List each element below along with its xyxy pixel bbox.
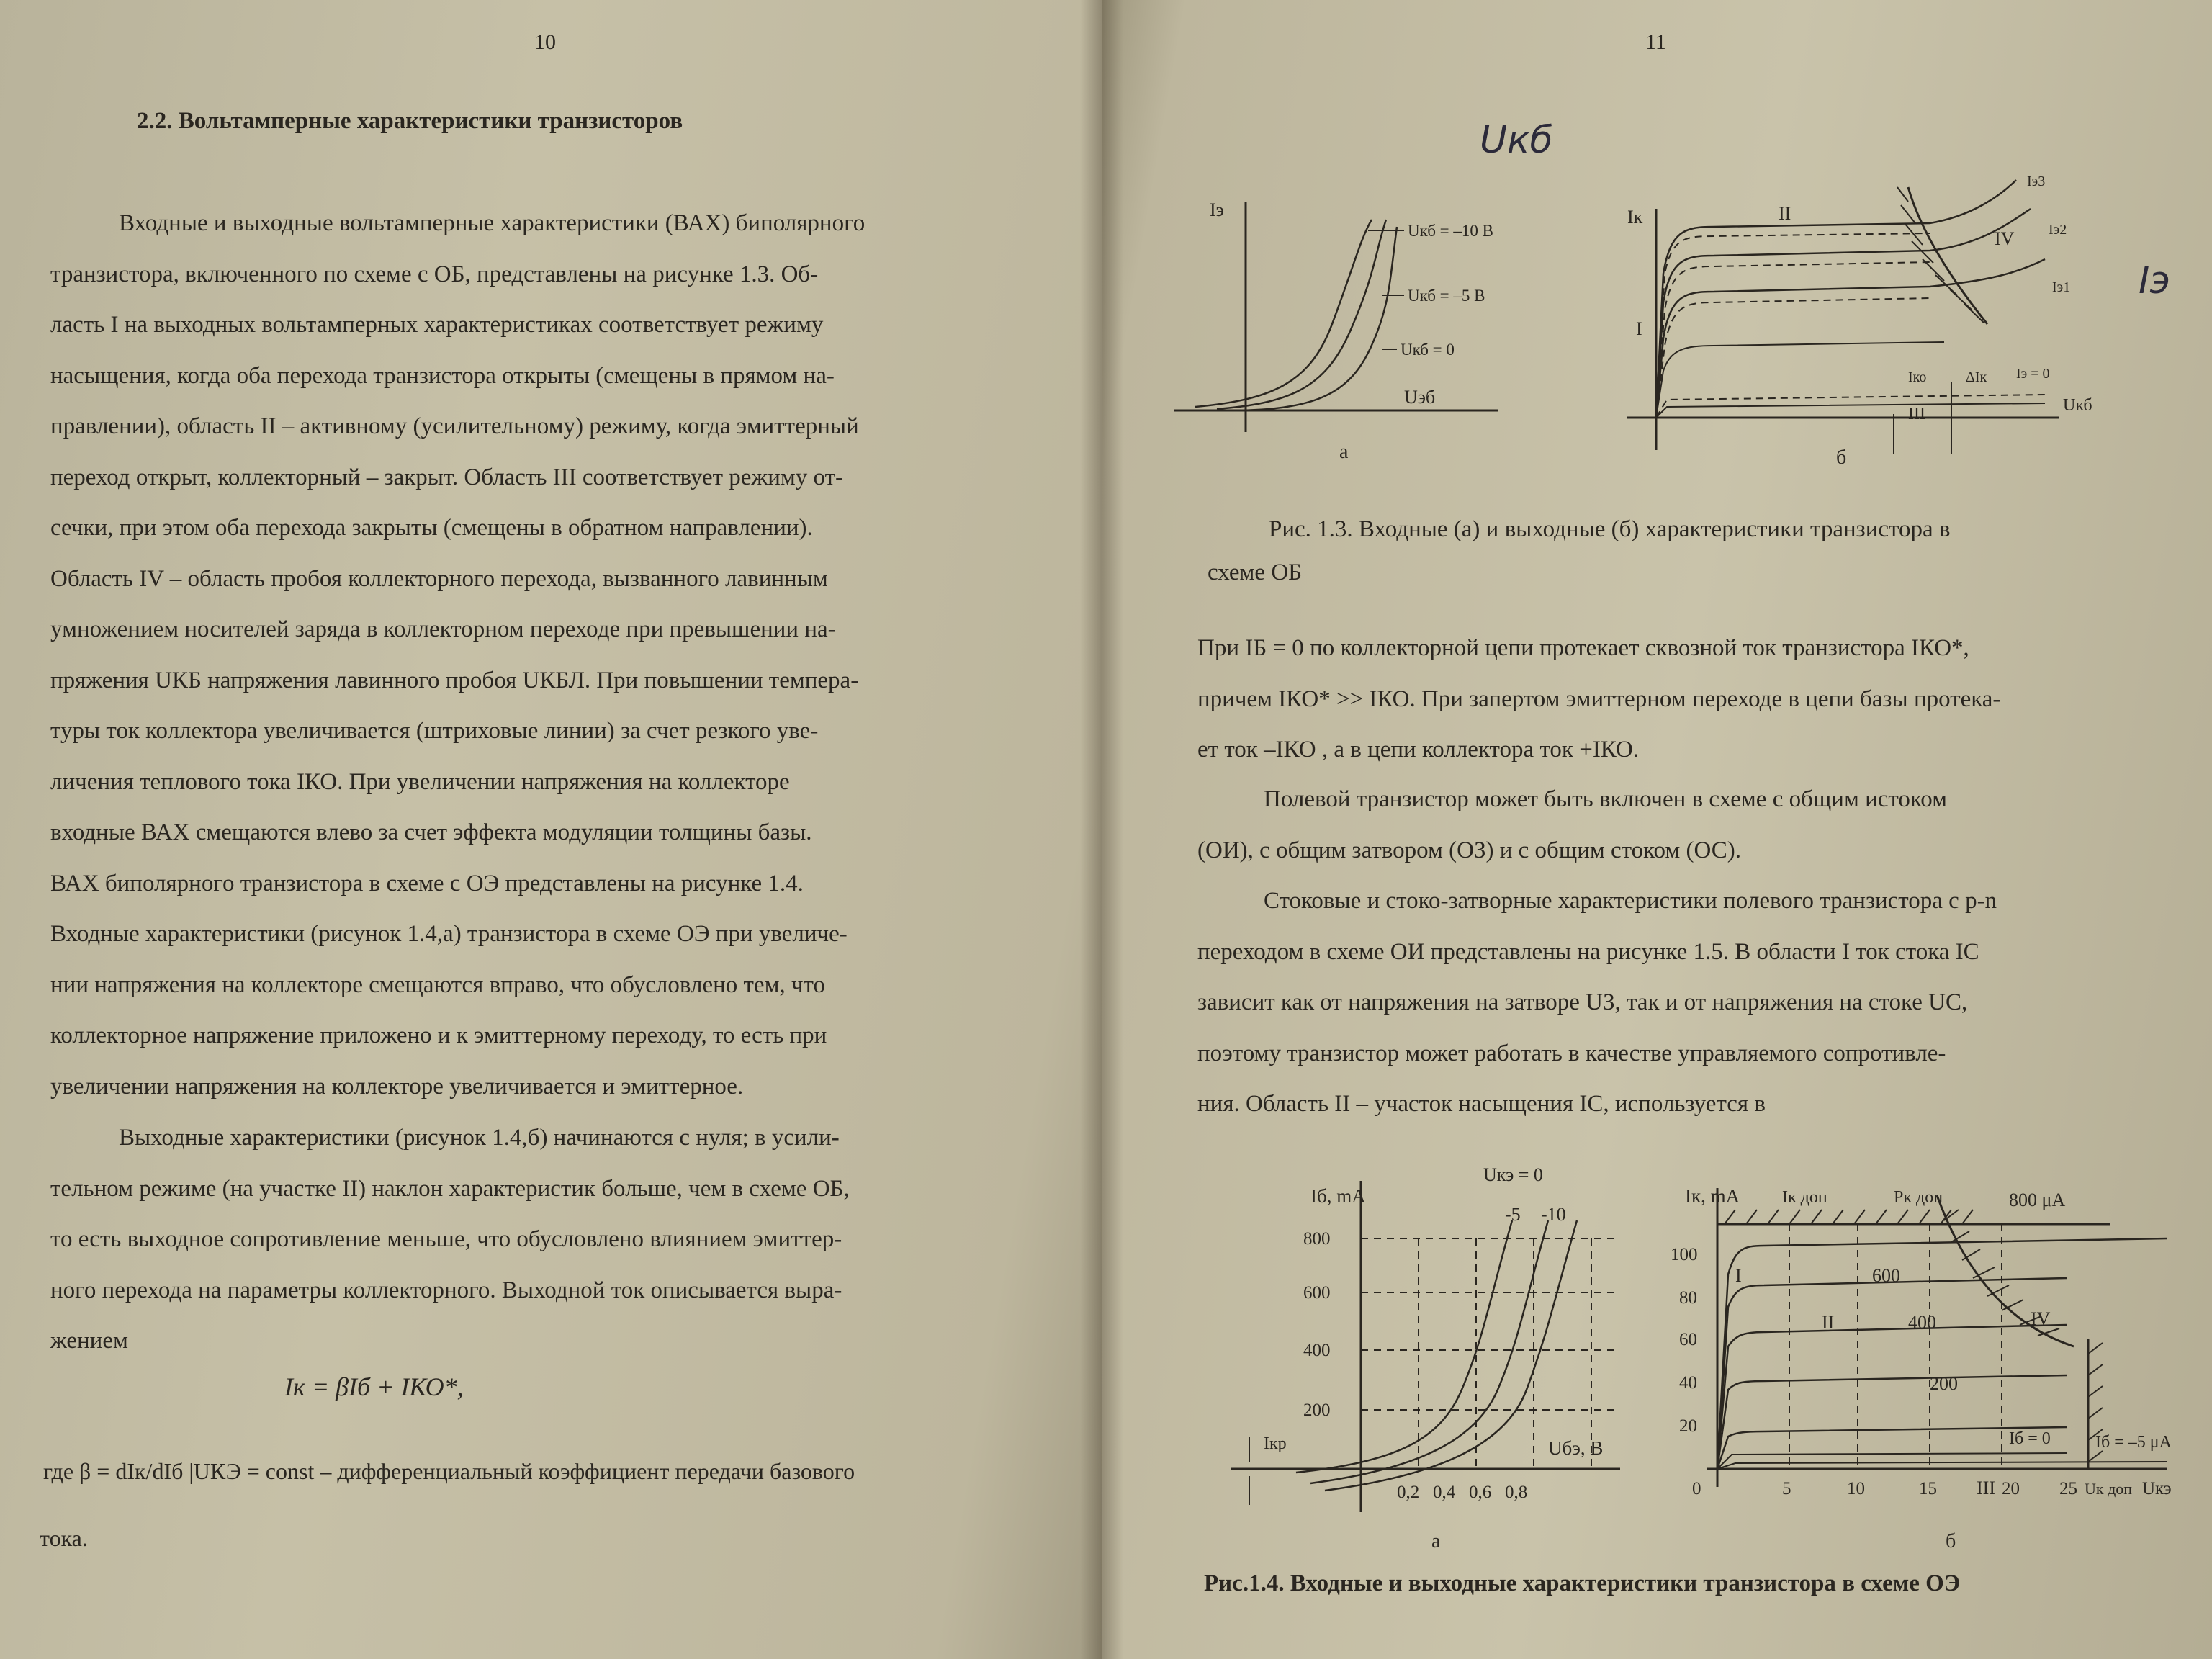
text-line: ния. Область II – участок насыщения IС, используется в <box>1197 1091 1766 1117</box>
curve-label: Iб = –5 μA <box>2095 1433 2172 1452</box>
region-label: III <box>1977 1478 1995 1498</box>
curve-label: Uкб = –5 В <box>1408 287 1485 305</box>
x-tick-label: 10 <box>1847 1479 1865 1498</box>
text-line: жением <box>50 1328 128 1354</box>
text-line: переходом в схеме ОИ представлены на рисунке 1.5. В области I ток стока IС <box>1197 938 1979 965</box>
curve-ib-0 <box>1717 1453 2067 1469</box>
curve-ie2-hot <box>1656 262 1930 418</box>
y-tick-label: 60 <box>1679 1330 1697 1349</box>
x-tick-label: 20 <box>2002 1479 2020 1498</box>
curve-label: Iэ1 <box>2052 279 2071 295</box>
text-line: личения теплового тока IКО. При увеличении напряжения на коллекторе <box>50 768 790 795</box>
annotation-label: Iкр <box>1264 1434 1287 1453</box>
curve-ie1 <box>1656 259 2045 418</box>
text-line: переход открыт, коллекторный – закрыт. Область III соответствует режиму от- <box>50 464 844 490</box>
subfigure-label: б <box>1946 1530 1956 1552</box>
text-line: Входные характеристики (рисунок 1.4,а) транзистора в схеме ОЭ при увеличе- <box>50 921 848 947</box>
section-heading: 2.2. Вольтамперные характеристики транзисторов <box>137 108 683 134</box>
y-tick-label: 100 <box>1671 1245 1698 1264</box>
handwritten-note: Uкб <box>1480 119 1553 162</box>
x-tick-label: 15 <box>1919 1479 1937 1498</box>
text-line: Стоковые и стоко-затворные характеристики полевого транзистора с p-n <box>1264 888 1997 914</box>
region-label: IV <box>1995 228 2015 249</box>
page-number: 10 <box>534 30 556 54</box>
paragraph-bjt-intro <box>50 198 1030 1112</box>
y-tick-label: 800 <box>1303 1229 1331 1249</box>
y-axis-label: Iб, mA <box>1310 1185 1366 1207</box>
text-line: (ОИ), с общим затвором (ОЗ) и с общим стоком (ОС). <box>1197 837 1742 863</box>
region-label: IV <box>2031 1308 2051 1329</box>
power-limit-curve <box>1937 1195 2074 1346</box>
paragraph-output-characteristics <box>50 1112 1030 1367</box>
figure-caption: Рис.1.4. Входные и выходные характеристики транзистора в схеме ОЭ <box>1204 1570 1961 1596</box>
region-label: II <box>1822 1312 1835 1333</box>
x-tick-label: 5 <box>1782 1479 1791 1498</box>
text-line: зависит как от напряжения на затворе UЗ, так и от напряжения на стоке UС, <box>1197 989 1968 1015</box>
curve-label: Uкэ = 0 <box>1483 1164 1543 1185</box>
curve-ie0 <box>1656 403 2045 418</box>
ik-limit-hatching <box>1725 1210 1973 1224</box>
curve-label: 200 <box>1930 1373 1958 1394</box>
curve-label: -5 <box>1505 1204 1521 1225</box>
text-line: ного перехода на параметры коллекторного. Выходной ток описывается выра- <box>50 1277 842 1303</box>
annotation-label: Uк доп <box>2085 1480 2133 1498</box>
fig14b-output-chart <box>1663 1152 2196 1519</box>
curve-ie3-hot <box>1656 233 1930 418</box>
curve-ukb-5 <box>1217 220 1386 409</box>
collector-current-formula: Iк = βIб + IКО*, <box>284 1372 464 1401</box>
curve-label: -10 <box>1541 1204 1566 1225</box>
text-line: ВАХ биполярного транзистора в схеме с ОЭ представлены на рисунке 1.4. <box>50 870 804 896</box>
text-line: сечки, при этом оба перехода закрыты (смещены в обратном направлении). <box>50 515 813 541</box>
y-axis-label: Iк <box>1627 207 1643 228</box>
grid <box>1361 1238 1620 1469</box>
curve-label: Iб = 0 <box>2009 1429 2051 1448</box>
y-tick-label: 400 <box>1303 1341 1331 1360</box>
text-line: При IБ = 0 по коллекторной цепи протекает сквозной ток транзистора IКО*, <box>1197 635 1969 661</box>
curve-uke-5 <box>1310 1220 1548 1483</box>
right-page <box>1102 0 2212 1659</box>
curve-label: 800 μA <box>2009 1190 2066 1210</box>
subfigure-label: б <box>1836 446 1847 469</box>
x-axis-label: Uбэ, В <box>1548 1437 1604 1459</box>
text-line: Область IV – область пробоя коллекторного перехода, вызванного лавинным <box>50 565 828 592</box>
region-label: I <box>1636 318 1642 339</box>
text-line: причем IКО* >> IКО. При запертом эмиттерном переходе в цепи базы протека- <box>1197 685 2001 712</box>
text-line: ласть I на выходных вольтамперных характеристиках соответствует режиму <box>50 312 824 338</box>
annotation-label: Iко <box>1908 369 1927 385</box>
fig14a-input-chart <box>1217 1152 1649 1519</box>
text-line: правлении), область II – активному (усилительному) режиму, когда эмиттерный <box>50 413 859 439</box>
left-page <box>0 0 1102 1659</box>
x-axis-label: Uэб <box>1404 387 1436 408</box>
y-axis-label: Iк, mA <box>1685 1185 1740 1207</box>
paragraph-fet-characteristics <box>1197 876 2177 1130</box>
text-line: туры ток коллектора увеличивается (штриховые линии) за счет резкого уве- <box>50 718 819 744</box>
text-line: то есть выходное сопротивление меньше, что обусловлено влиянием эмиттер- <box>50 1226 842 1252</box>
region-label: III <box>1908 405 1925 423</box>
subfigure-label: а <box>1339 441 1349 463</box>
beta-definition: где β = dIк/dIб |UКЭ = const – дифференциальный коэффициент передачи базового <box>43 1458 855 1484</box>
text-line: тельном режиме (на участке II) наклон характеристик больше, чем в схеме ОБ, <box>50 1175 850 1202</box>
limit-label: Iк доп <box>1782 1188 1827 1207</box>
book-gutter <box>1080 0 1123 1659</box>
x-tick-label: 25 <box>2059 1479 2077 1498</box>
x-tick-label: 0,4 <box>1433 1483 1456 1502</box>
figure-caption: Рис. 1.3. Входные (а) и выходные (б) характеристики транзистора в <box>1269 516 1951 542</box>
y-tick-label: 20 <box>1679 1416 1697 1436</box>
text-line: поэтому транзистор может работать в качестве управляемого сопротивле- <box>1197 1040 1946 1066</box>
text-line: умножением носителей заряда в коллекторном переходе при превышении на- <box>50 616 836 642</box>
text-line: увеличении напряжения на коллекторе увеличивается и эмиттерное. <box>50 1073 744 1100</box>
curve-label: 600 <box>1872 1265 1900 1286</box>
annotation-label: ΔIк <box>1966 369 1987 385</box>
figure-caption: схеме ОБ <box>1208 559 1303 585</box>
text-line: ет ток –IКО , а в цепи коллектора ток +IКО. <box>1197 737 1640 763</box>
paragraph-iko <box>1197 623 2177 775</box>
text-line: тока. <box>40 1525 88 1551</box>
text-line: нии напряжения на коллекторе смещаются вправо, что обусловлено тем, что <box>50 971 826 998</box>
y-tick-label: 80 <box>1679 1288 1697 1308</box>
grid <box>1789 1224 2002 1469</box>
text-line: входные ВАХ смещаются влево за счет эффекта модуляции толщины базы. <box>50 819 812 845</box>
curve-ukb-0 <box>1238 227 1397 410</box>
curve-label: 400 <box>1908 1312 1936 1333</box>
text-line: пряжения UКБ напряжения лавинного пробоя UКБЛ. При повышении темпера- <box>50 667 859 693</box>
limit-label: Pк доп <box>1894 1188 1943 1207</box>
x-tick-label: 0,8 <box>1505 1483 1528 1502</box>
text-line: коллекторное напряжение приложено и к эмиттерному переходу, то есть при <box>50 1022 827 1048</box>
handwritten-note: Iэ <box>2139 259 2170 302</box>
y-tick-label: 200 <box>1303 1401 1331 1420</box>
paragraph-fet-config <box>1197 774 2177 876</box>
text-line: Полевой транзистор может быть включен в схеме с общим истоком <box>1264 786 1947 812</box>
curve-ie3 <box>1656 180 2016 418</box>
y-tick-label: 40 <box>1679 1373 1697 1393</box>
fig13b-output-chart <box>1613 166 2117 454</box>
y-axis-label: Iэ <box>1210 199 1224 220</box>
page-number: 11 <box>1645 30 1666 54</box>
curve-label: Iэ3 <box>2027 174 2046 189</box>
x-tick-label: 0,2 <box>1397 1483 1420 1502</box>
curve-label: Iэ2 <box>2049 222 2067 238</box>
curve-uke-10 <box>1325 1220 1577 1491</box>
region-label: II <box>1779 203 1791 224</box>
text-line: Выходные характеристики (рисунок 1.4,б) начинаются с нуля; в усили- <box>119 1125 840 1151</box>
curve-label: Iэ = 0 <box>2016 366 2050 382</box>
curve-label: Uкб = 0 <box>1401 341 1455 359</box>
x-axis-label: Uкб <box>2063 396 2092 415</box>
x-tick-label: 0,6 <box>1469 1483 1492 1502</box>
subfigure-label: а <box>1431 1530 1441 1552</box>
x-tick-label: 0 <box>1692 1479 1701 1498</box>
curve-label: Uкб = –10 В <box>1408 222 1493 240</box>
region-label: I <box>1735 1265 1742 1286</box>
fig13a-input-chart <box>1166 180 1505 439</box>
text-line: Входные и выходные вольтамперные характеристики (ВАХ) биполярного <box>119 210 866 236</box>
y-tick-label: 600 <box>1303 1283 1331 1303</box>
text-line: транзистора, включенного по схеме с ОБ, представлены на рисунке 1.3. Об- <box>50 261 819 287</box>
text-line: насыщения, когда оба перехода транзистора открыты (смещены в прямом на- <box>50 362 835 389</box>
x-axis-label: Uкэ <box>2142 1479 2172 1498</box>
curve-ukb-10 <box>1195 220 1372 407</box>
